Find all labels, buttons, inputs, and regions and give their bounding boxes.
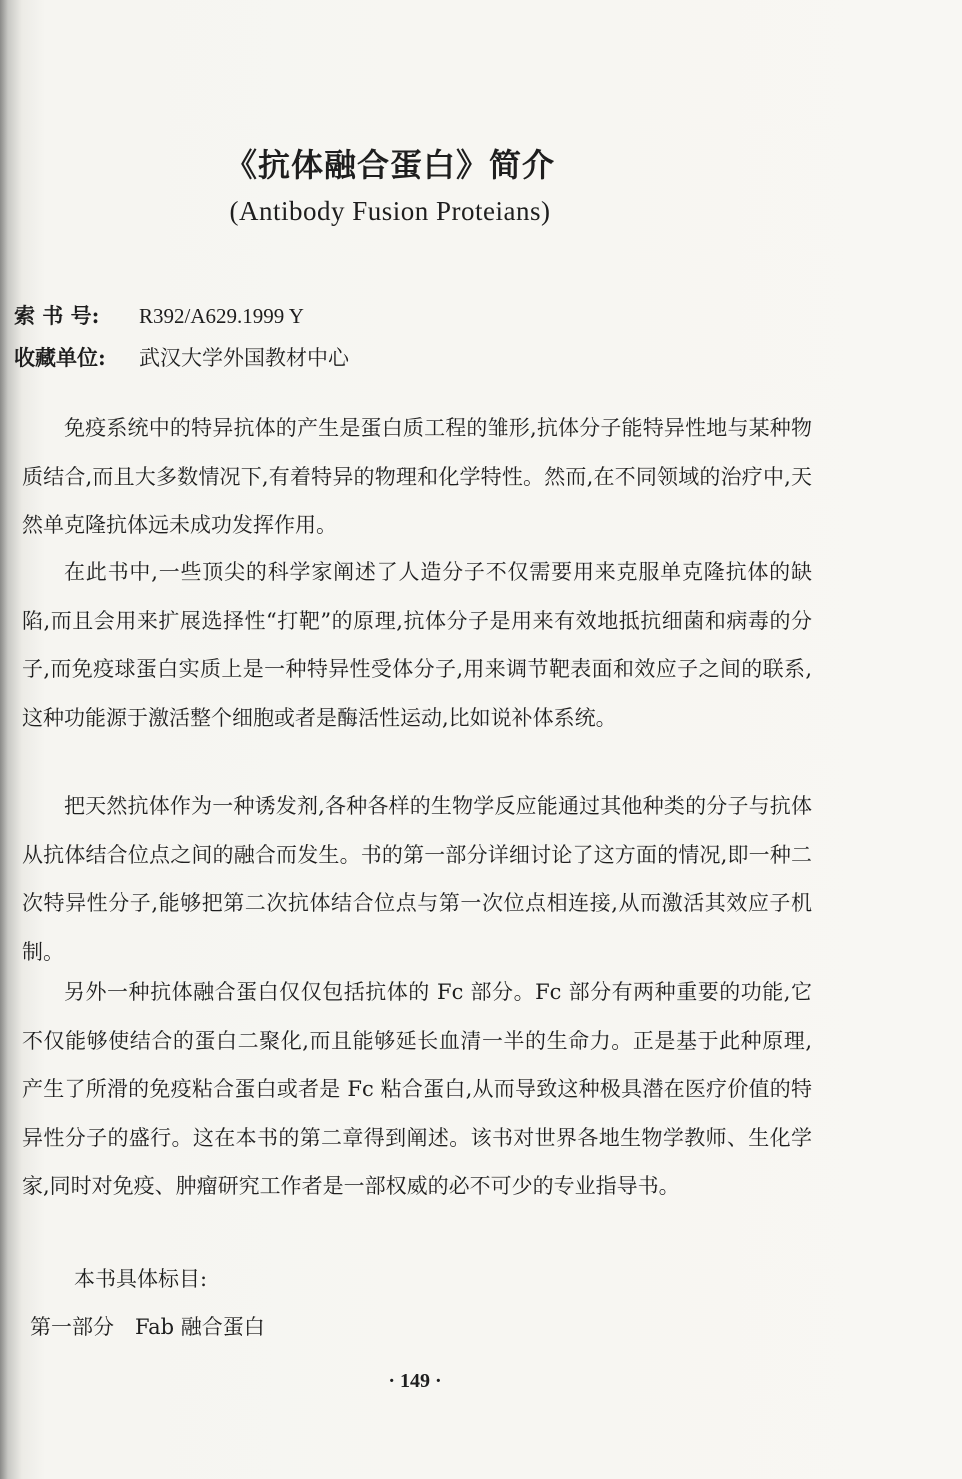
body-paragraph-3: 把天然抗体作为一种诱发剂,各种各样的生物学反应能通过其他种类的分子与抗体从抗体结合位点之间的融合而发生。书的第一部分详细讨论了这方面的情况,即一种二次特异性分子,能够把第二次抗体结合位点与第一次位点相连接,从而激活其效应子机制。 [22, 794, 812, 964]
body-paragraph-4: 另外一种抗体融合蛋白仅仅包括抗体的 Fc 部分。Fc 部分有两种重要的功能,它不仅能够使结合的蛋白二聚化,而且能够延长血清一半的生命力。正是基于此种原理,产生了所滑的免疫粘合蛋白或者是 Fc 粘合蛋白,从而导致这种极具潜在医疗价值的特异性分子的盛行。这在本书的第二章得到阐述。该书对世界各地生物学教师、生化学家,同时对免疫、肿瘤研究工作者是一部权威的必不可少的专业指导书。 [22, 980, 812, 1198]
book-subtitle: (Antibody Fusion Proteians) [229, 196, 551, 226]
page-number: · 149 · [388, 1370, 442, 1392]
holder-label: 收藏单位: [14, 345, 106, 370]
body-paragraph-2: 在此书中,一些顶尖的科学家阐述了人造分子不仅需要用来克服单克隆抗体的缺陷,而且会用来扩展选择性“打靶”的原理,抗体分子是用来有效地抵抗细菌和病毒的分子,而免疫球蛋白实质上是一种特异性受体分子,用来调节靶表面和效应子之间的联系,这种功能源于激活整个细胞或者是酶活性运动,比如说补体系统。 [22, 560, 812, 730]
holder-value: 武汉大学外国教材中心 [139, 346, 349, 370]
call-number-row [14, 300, 304, 330]
call-number-value: R392/A629.1999 Y [139, 304, 304, 328]
body-paragraph-1: 免疫系统中的特异抗体的产生是蛋白质工程的雏形,抗体分子能特异性地与某种物质结合,而且大多数情况下,有着特异的物理和化学特性。然而,在不同领域的治疗中,天然单克隆抗体远未成功发挥作用。 [22, 416, 812, 537]
call-number-label: 索 书 号: [14, 303, 100, 328]
part-one-heading: 第一部分 Fab 融合蛋白 [30, 1315, 265, 1339]
contents-intro: 本书具体标目: [74, 1267, 208, 1291]
holder-row [14, 342, 349, 372]
book-title: 《抗体融合蛋白》简介 [224, 146, 555, 184]
